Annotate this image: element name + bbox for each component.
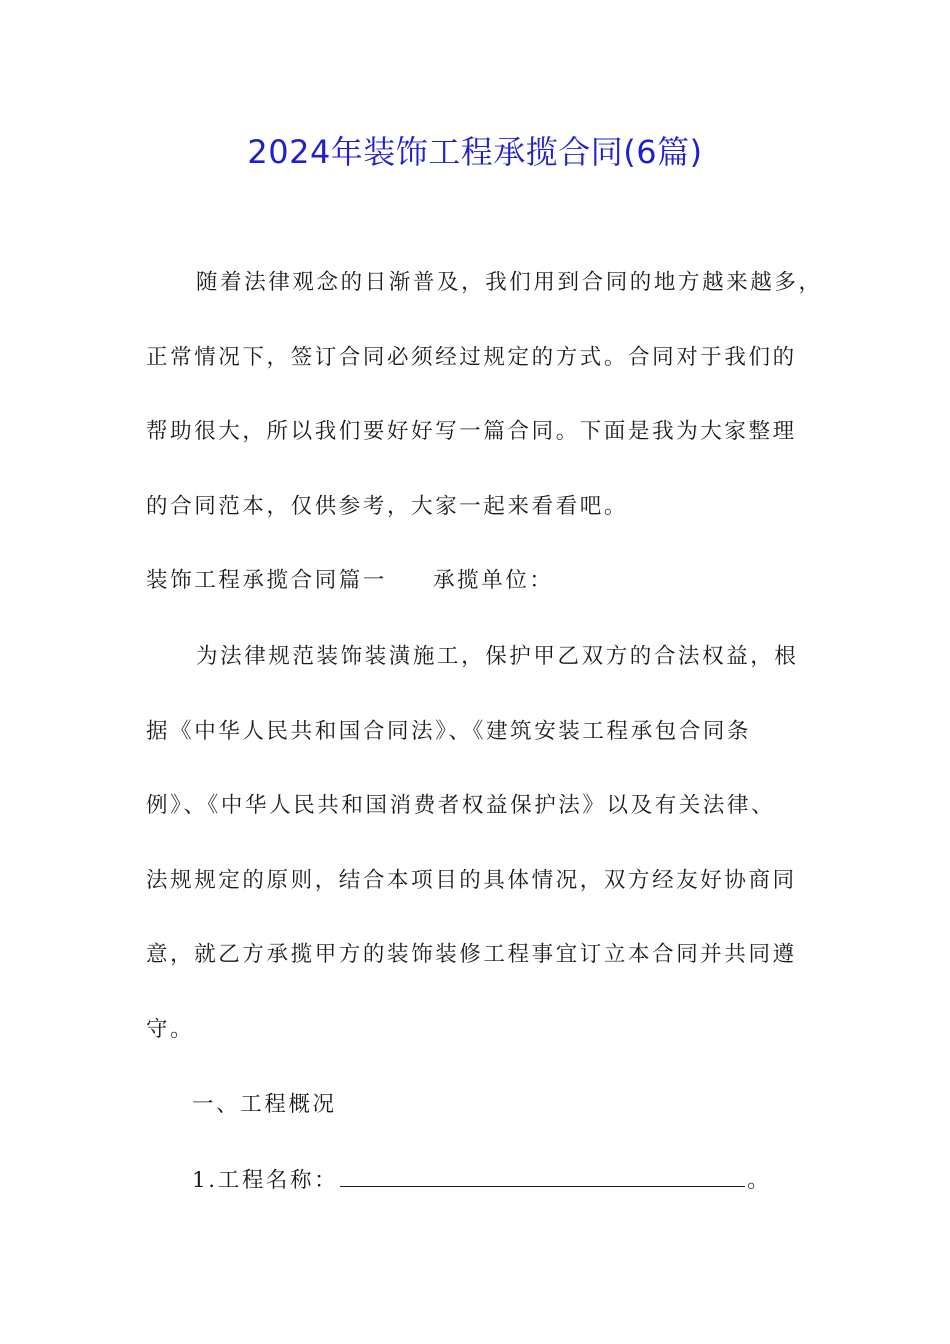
clause-heading: 一、工程概况 [192, 1092, 337, 1117]
section-heading-line [146, 544, 826, 619]
intro-line-2: 正常情况下，签订合同必须经过规定的方式。合同对于我们的 [146, 344, 797, 370]
preamble-line-2: 据《中华人民共和国合同法》、《建筑安装工程承包合同条 [146, 718, 752, 744]
clause-item-end: 。 [747, 1168, 772, 1193]
preamble-line-3: 例》、《中华人民共和国消费者权益保护法》以及有关法律、 [146, 793, 776, 818]
intro-line-4: 的合同范本，仅供参考，大家一起来看看吧。 [146, 493, 629, 519]
intro-line-3: 帮助很大，所以我们要好好写一篇合同。下面是我为大家整理 [146, 419, 797, 444]
preamble-line-4: 法规规定的原则，结合本项目的具体情况，双方经友好协商同 [146, 867, 797, 893]
section-heading: 装饰工程承揽合同篇一 [146, 568, 388, 593]
preamble-line-5: 意，就乙方承揽甲方的装饰装修工程事宜订立本合同并共同遵 [146, 942, 797, 967]
preamble-line-1: 为法律规范装饰装潢施工，保护甲乙双方的合法权益，根 [196, 644, 799, 669]
fill-in-blank[interactable] [340, 1168, 745, 1187]
preamble-line-6: 守。 [146, 1016, 195, 1042]
preamble-paragraph [146, 620, 826, 1067]
intro-line-1: 随着法律观念的日渐普及，我们用到合同的地方越来越多， [196, 270, 823, 295]
clause-item-line [146, 1144, 872, 1219]
document-title: 2024年装饰工程承揽合同(6篇) [247, 133, 703, 171]
clause-item-label: 1.工程名称： [192, 1168, 339, 1193]
section-party-label: 承揽单位： [433, 568, 554, 593]
intro-paragraph [146, 246, 826, 544]
clause-heading-line [146, 1068, 872, 1143]
